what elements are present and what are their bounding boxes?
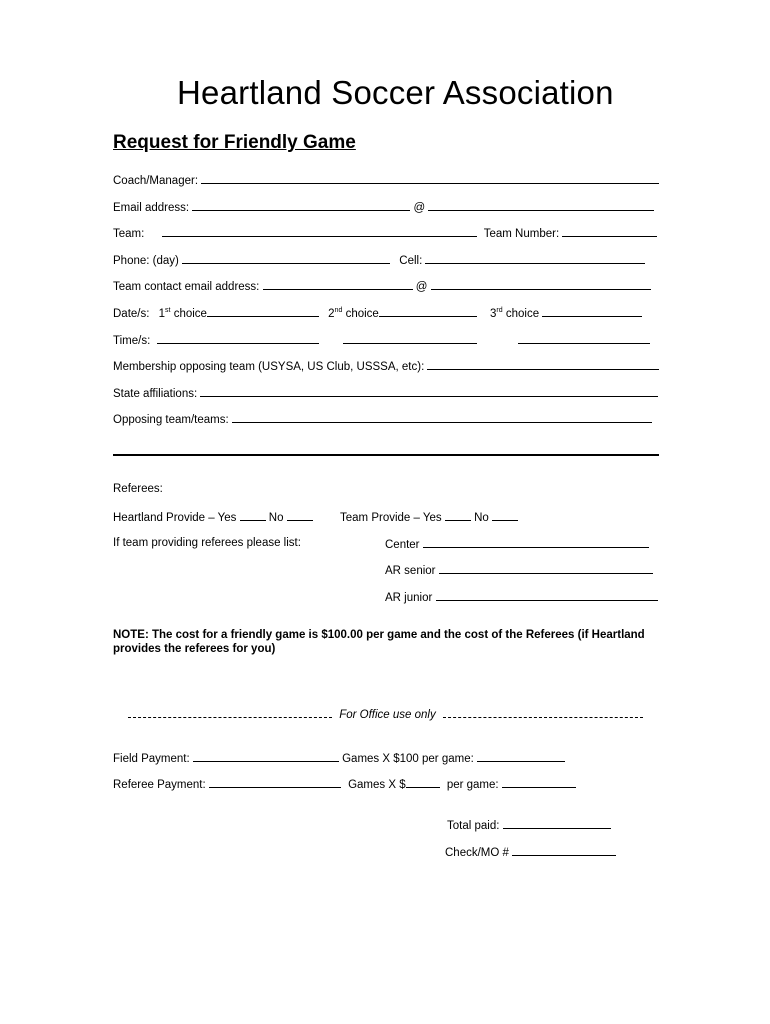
first-choice-field[interactable] <box>207 306 319 317</box>
office-dash-right <box>443 711 643 718</box>
field-payment-field[interactable] <box>193 751 339 762</box>
membership-label: Membership opposing team (USYSA, US Club, USSSA, etc): <box>113 361 425 373</box>
referee-rate-field[interactable] <box>406 777 440 788</box>
membership-field[interactable] <box>427 359 659 370</box>
team-contact-email-user-field[interactable] <box>263 279 413 290</box>
referee-payment-row <box>113 777 576 791</box>
ar-junior-row <box>385 590 658 604</box>
games-x-100-label: Games X $100 per game: <box>342 753 474 765</box>
coach-manager-row <box>113 173 659 187</box>
dates-label: Date/s: <box>113 308 150 320</box>
state-affiliations-field[interactable] <box>200 386 658 397</box>
team-contact-email-label: Team contact email address: <box>113 281 260 293</box>
email-user-field[interactable] <box>192 200 410 211</box>
second-choice-field[interactable] <box>379 306 477 317</box>
cell-label: Cell: <box>399 255 423 267</box>
first-choice-label: 1st choice <box>158 307 207 320</box>
note-line-1: NOTE: The cost for a friendly game is $100.00 per game and the cost of the Referees (if Heartland <box>113 629 645 641</box>
dates-row <box>113 306 642 320</box>
times-row <box>113 333 650 347</box>
team-contact-email-row <box>113 279 651 293</box>
team-number-field[interactable] <box>562 226 657 237</box>
time-first-field[interactable] <box>157 333 319 344</box>
referee-payment-field[interactable] <box>209 777 341 788</box>
games-x-label: Games X $ <box>348 779 406 791</box>
center-row <box>385 537 649 551</box>
heartland-provide-label: Heartland Provide – Yes <box>113 512 237 524</box>
referees-heading: Referees: <box>113 483 163 495</box>
times-label: Time/s: <box>113 335 151 347</box>
referee-payment-games-field[interactable] <box>502 777 576 788</box>
time-third-field[interactable] <box>518 333 650 344</box>
heartland-provide-no-label: No <box>268 512 284 524</box>
state-affiliations-row <box>113 386 658 400</box>
referee-payment-label: Referee Payment: <box>113 779 206 791</box>
phone-row <box>113 253 645 267</box>
office-dash-left <box>128 711 332 718</box>
team-provide-yes-field[interactable] <box>445 510 471 521</box>
email-domain-field[interactable] <box>428 200 654 211</box>
membership-row <box>113 359 659 373</box>
field-payment-row <box>113 751 565 765</box>
time-second-field[interactable] <box>343 333 477 344</box>
email-row <box>113 200 654 214</box>
team-provide-no-field[interactable] <box>492 510 518 521</box>
heartland-provide-yes-field[interactable] <box>240 510 266 521</box>
team-label: Team: <box>113 228 145 240</box>
check-mo-field[interactable] <box>512 845 616 856</box>
field-payment-label: Field Payment: <box>113 753 190 765</box>
check-mo-row <box>445 845 616 859</box>
note-line-2: provides the referees for you) <box>113 643 276 655</box>
ar-senior-row <box>385 563 653 577</box>
team-contact-email-domain-field[interactable] <box>431 279 651 290</box>
coach-manager-field[interactable] <box>201 173 659 184</box>
team-field[interactable] <box>162 226 477 237</box>
total-paid-field[interactable] <box>503 818 611 829</box>
ar-junior-label: AR junior <box>385 592 433 604</box>
ar-senior-field[interactable] <box>439 563 653 574</box>
office-use-label: For Office use only <box>339 709 436 721</box>
if-team-providing-label: If team providing referees please list: <box>113 537 301 549</box>
state-affiliations-label: State affiliations: <box>113 388 198 400</box>
cell-field[interactable] <box>425 253 645 264</box>
email-label: Email address: <box>113 202 190 214</box>
third-choice-label: 3rd choice <box>490 307 540 320</box>
second-choice-label: 2nd choice <box>328 307 379 320</box>
total-paid-label: Total paid: <box>447 820 500 832</box>
phone-field[interactable] <box>182 253 390 264</box>
phone-label: Phone: (day) <box>113 255 179 267</box>
team-row <box>113 226 657 240</box>
section-divider <box>113 454 659 456</box>
coach-manager-label: Coach/Manager: <box>113 175 199 187</box>
check-mo-label: Check/MO # <box>445 847 509 859</box>
page-subtitle: Request for Friendly Game <box>113 132 356 153</box>
field-payment-games-field[interactable] <box>477 751 565 762</box>
opposing-team-label: Opposing team/teams: <box>113 414 229 426</box>
center-label: Center <box>385 539 420 551</box>
ar-junior-field[interactable] <box>436 590 658 601</box>
email-at-sign: @ <box>413 202 426 214</box>
per-game-label: per game: <box>446 779 499 791</box>
center-field[interactable] <box>423 537 649 548</box>
third-choice-field[interactable] <box>542 306 642 317</box>
team-contact-at-sign: @ <box>415 281 428 293</box>
ar-senior-label: AR senior <box>385 565 436 577</box>
heartland-provide-no-field[interactable] <box>287 510 313 521</box>
opposing-team-row <box>113 412 652 426</box>
team-provide-no-label: No <box>474 512 489 524</box>
total-paid-row <box>447 818 611 832</box>
office-use-divider <box>128 709 643 721</box>
team-provide-row <box>340 510 518 524</box>
team-provide-label: Team Provide – Yes <box>340 512 442 524</box>
heartland-provide-row <box>113 510 313 524</box>
team-number-label: Team Number: <box>483 228 560 240</box>
page-title: Heartland Soccer Association <box>177 74 614 111</box>
opposing-team-field[interactable] <box>232 412 652 423</box>
